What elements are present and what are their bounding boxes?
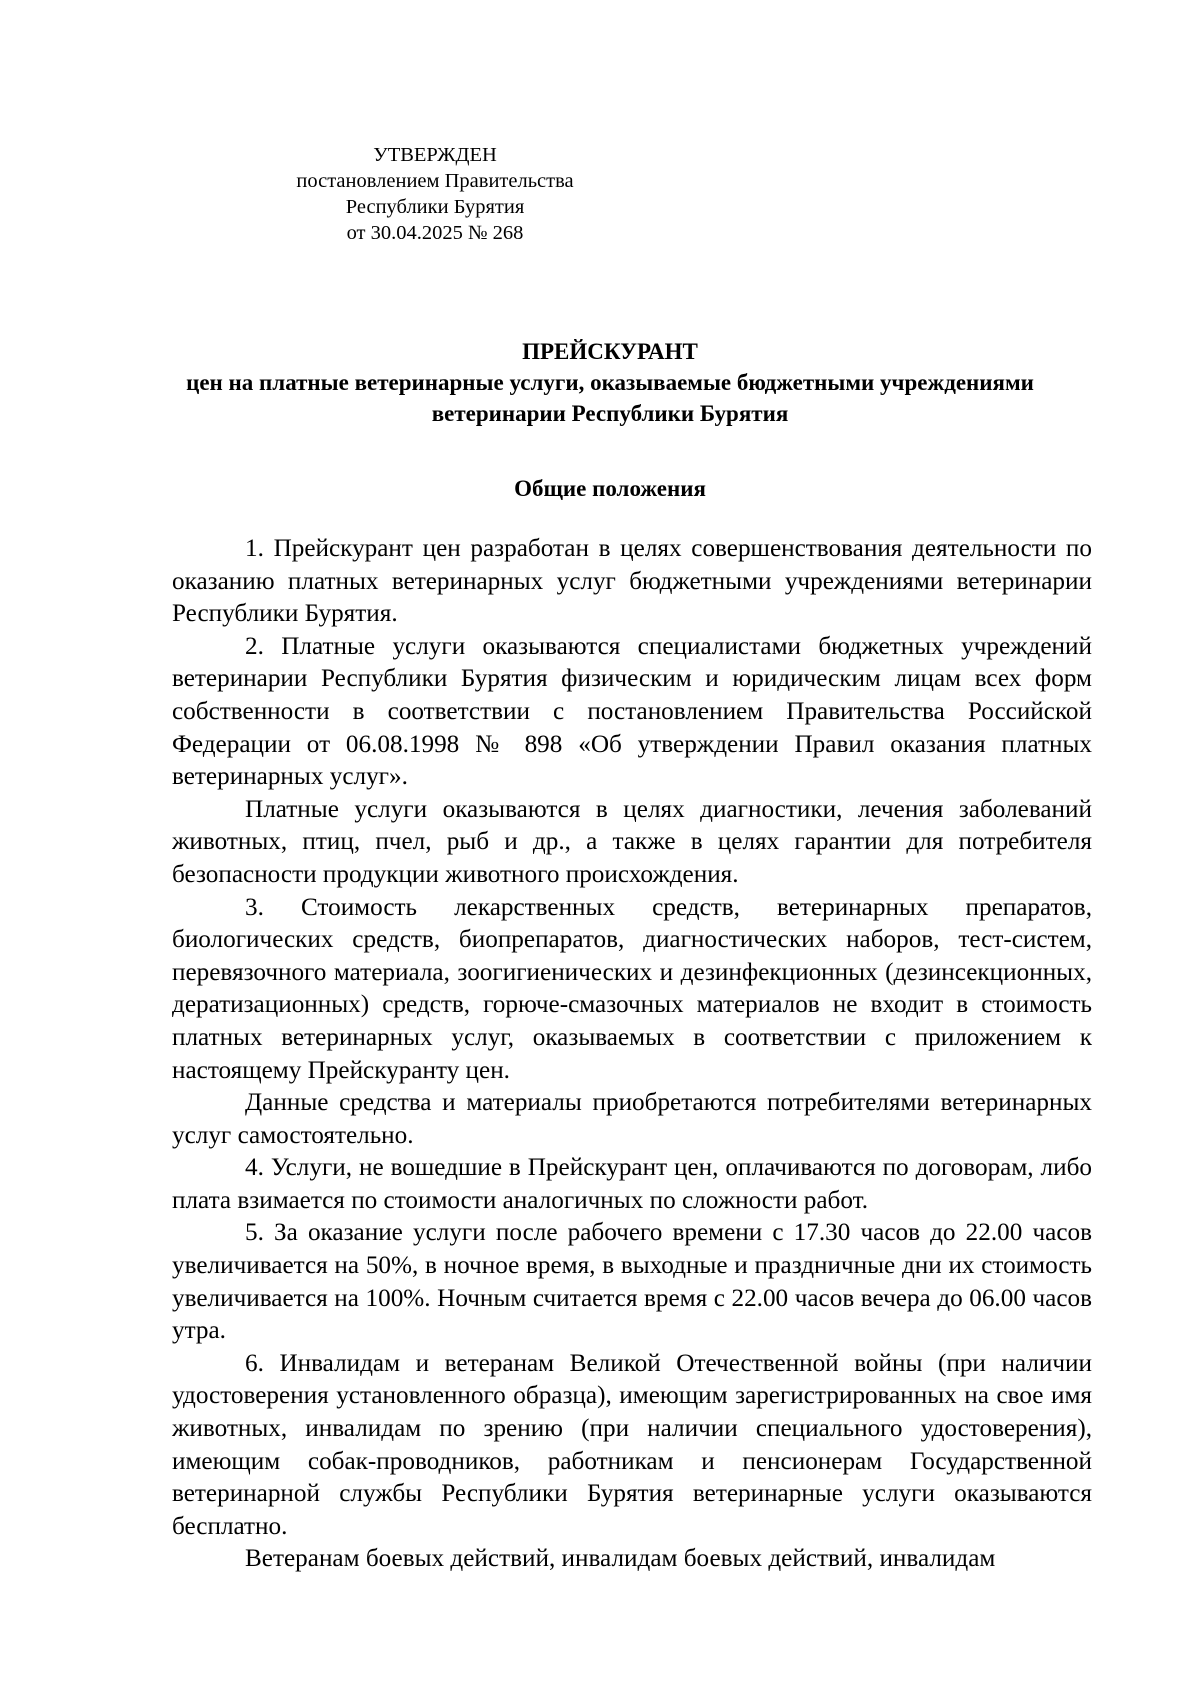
paragraph-5: Данные средства и материалы приобретаются потребителями ветеринарных услуг самостоятельно. — [172, 1089, 1092, 1149]
paragraph-7: 5. За оказание услуги после рабочего времени с 17.30 часов до 22.00 часов увеличивается на 50%, в ночное время, в выходные и праздничные дни их стоимость увеличивается на 100%. Ночным считается время с 22.00 часов вечера до 06.00 часов утра. — [172, 1219, 1092, 1345]
paragraph-1: 1. Прейскурант цен разработан в целях совершенствования деятельности по оказанию платных ветеринарных услуг бюджетными учреждениями ветеринарии Республики Бурятия. — [172, 535, 1092, 628]
paragraph-4: 3. Стоимость лекарственных средств, ветеринарных препаратов, биологических средств, биопрепаратов, диагностических наборов, тест-систем, перевязочного материала, зоогигиенических и дезинфекционных (дезинсекционных, дератизационных) средств, горюче-смазочных материалов не входит в стоимость платных ветеринарных услуг, оказываемых в соответствии с приложением к настоящему Прейскуранту цен. — [172, 893, 1092, 1084]
document-title: ПРЕЙСКУРАНТ — [522, 339, 698, 364]
approval-line-resolution: постановлением Правительства — [296, 170, 574, 192]
paragraph-6: 4. Услуги, не вошедшие в Прейскурант цен, оплачиваются по договорам, либо плата взимается по стоимости аналогичных по сложности работ. — [172, 1154, 1092, 1214]
document-subtitle: цен на платные ветеринарные услуги, оказываемые бюджетными учреждениями ветеринарии Республики Бурятия — [186, 370, 1034, 426]
document-title-block — [170, 336, 1050, 429]
paragraph-3: Платные услуги оказываются в целях диагностики, лечения заболеваний животных, птиц, пчел, рыб и др., а также в целях гарантии для потребителя безопасности продукции животного происхождения. — [172, 795, 1092, 888]
paragraph-8: 6. Инвалидам и ветеранам Великой Отечественной войны (при наличии удостоверения установленного образца), имеющим зарегистрированных на свое имя животных, инвалидам по зрению (при наличии специального удостоверения), имеющим собак-проводников, работникам и пенсионерам Государственной ветеринарной службы Республики Бурятия ветеринарные услуги оказываются бесплатно. — [172, 1349, 1092, 1540]
approval-line-date-number: от 30.04.2025 № 268 — [346, 222, 524, 244]
approval-stamp — [0, 142, 870, 246]
approval-line-approved: УТВЕРЖДЕН — [373, 144, 497, 166]
approval-line-republic: Республики Бурятия — [345, 196, 525, 218]
paragraph-2: 2. Платные услуги оказываются специалистами бюджетных учреждений ветеринарии Республики Бурятия физическим и юридическим лицам всех форм собственности в соответствии с постановлением Правительства Российской Федерации от 06.08.1998 № 898 «Об утверждении Правил оказания платных ветеринарных услуг». — [172, 632, 1092, 791]
document-body — [172, 533, 1092, 1576]
section-heading: Общие положения — [514, 476, 706, 501]
paragraph-9: Ветеранам боевых действий, инвалидам боевых действий, инвалидам — [245, 1545, 996, 1573]
